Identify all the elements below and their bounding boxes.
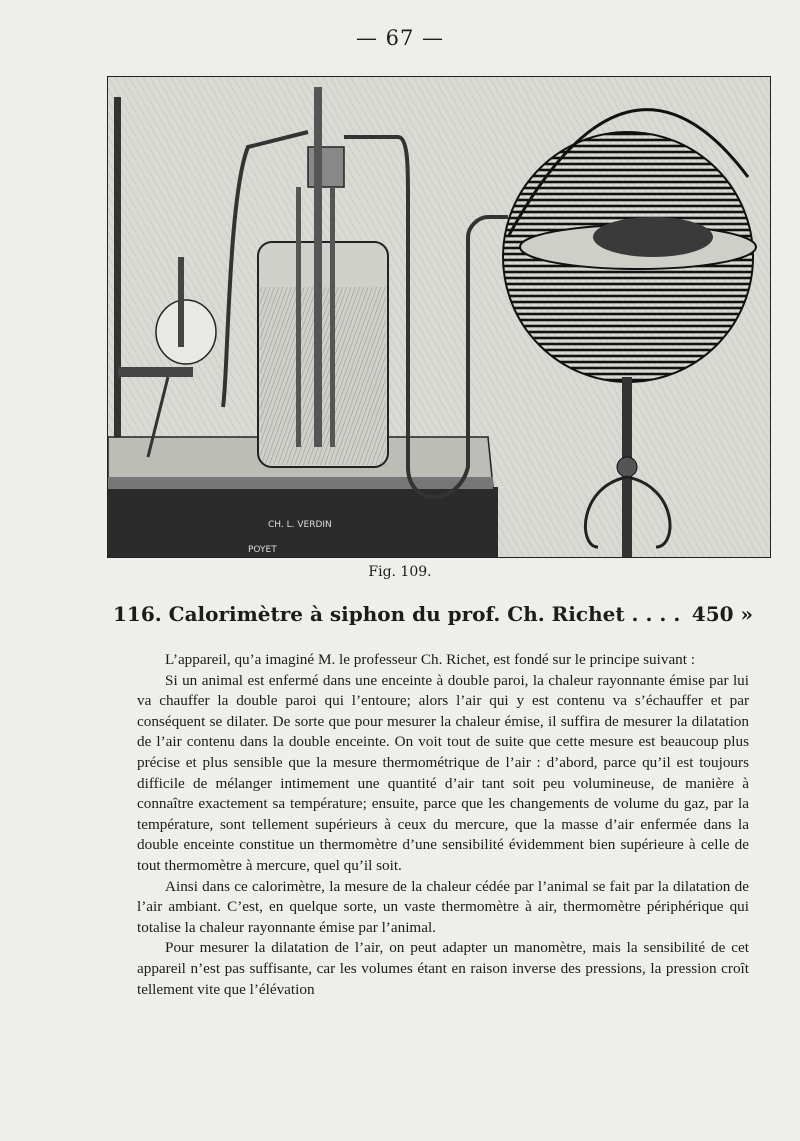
paragraph: Pour mesurer la dilatation de l’air, on peut adapter un manomètre, mais la sensibilité de cet appareil n’est pas suffisante, car les volumes étant en raison inverse des pressions, la pression croît tellement vite que l’élévation bbox=[137, 939, 749, 998]
figure-caption: Fig. 109. bbox=[368, 564, 432, 580]
paragraph: Si un animal est enfermé dans une enceinte à double paroi, la chaleur rayonnante émise par lui va chauffer la double paroi qui l’entoure; alors l’air qui y est contenu va s’échauffer et par conséquent se dilater. De sorte que pour mesurer la chaleur émise, il suffira de mesurer la dilatation de l’air contenu dans la double enceinte. On voit tout de suite que cette mesure est beaucoup plus précise et plus sensible que la mesure thermométrique de l’air : d’abord, parce qu’il est toujours difficile de mélanger intimement une quantité d’air tant soit peu volumineuse, de manière à connaître exactement sa température; ensuite, parce que les changements de volume du gaz, par la température, sont tellement supérieurs à ceux du mercure, que la masse d’air enfermée dans la double enceinte constitue un thermomètre d’une sensibilité évidemment bien supérieure à celle de tout thermomètre à mercure, quel qu’il soit. bbox=[137, 671, 749, 874]
paragraph: Ainsi dans ce calorimètre, la mesure de la chaleur cédée par l’animal se fait par la dilatation de l’air ambiant. C’est, en quelque sorte, un vaste thermomètre à air, thermomètre périphérique qui totalise la chaleur rayonnante émise par l’animal. bbox=[137, 877, 749, 936]
section-price: 450 » bbox=[691, 602, 753, 626]
body-text bbox=[137, 650, 749, 1000]
calorimeter-illustration bbox=[108, 77, 770, 557]
illustrator-signature: POYET bbox=[248, 545, 277, 555]
engraver-signature: CH. L. VERDIN bbox=[268, 520, 332, 530]
section-heading bbox=[113, 602, 753, 626]
figure-engraving bbox=[107, 76, 771, 558]
paragraph: L’appareil, qu’a imaginé M. le professeur Ch. Richet, est fondé sur le principe suivant : bbox=[165, 651, 696, 668]
section-title: 116. Calorimètre à siphon du prof. Ch. Richet . . . . bbox=[113, 602, 681, 626]
page-number: — 67 — bbox=[355, 26, 445, 50]
